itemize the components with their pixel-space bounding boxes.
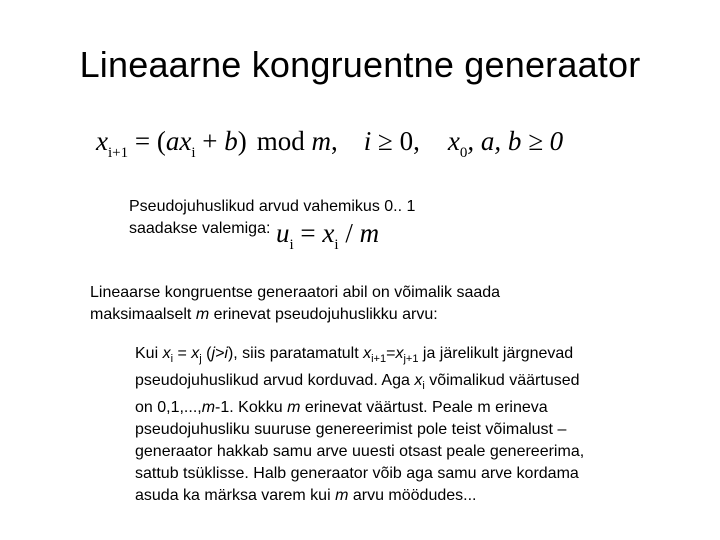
italic-m: m: [201, 399, 216, 416]
normalization-formula: [276, 218, 379, 254]
text-line: Pseudojuhuslikud arvud vahemikus 0.. 1: [129, 198, 416, 215]
formula-var: u: [276, 218, 290, 248]
formula-var: , a, b ≥ 0: [467, 126, 564, 156]
max-values-text: [90, 282, 500, 326]
formula-mod: mod: [256, 126, 305, 156]
text-span: erinevat väärtust. Peale m erineva: [300, 399, 548, 416]
text-span: ja järelikult järgnevad: [418, 345, 574, 362]
text-line: [135, 485, 695, 507]
subscript: i+1: [371, 353, 387, 365]
formula-var: m: [359, 218, 380, 248]
formula-sub: i: [191, 145, 196, 161]
cycle-explanation: [135, 343, 695, 507]
formula-var: x: [447, 126, 460, 156]
formula-var: x: [322, 218, 335, 248]
text-span: Kui: [135, 345, 163, 362]
italic-var: x: [363, 345, 372, 362]
subscript: j: [199, 353, 202, 365]
text-span: =: [173, 345, 192, 362]
subscript: i: [422, 380, 425, 392]
formula-sym: =: [134, 126, 151, 156]
text-line: [135, 397, 695, 419]
formula-var: x: [179, 126, 192, 156]
formula-var: i: [363, 126, 372, 156]
subscript: j+1: [403, 353, 419, 365]
text-span: maksimaalselt: [90, 306, 196, 323]
text-line: [135, 343, 695, 370]
text-span: ), siis paratamatult: [227, 345, 364, 362]
italic-var: j>i: [211, 345, 228, 362]
formula-var: b: [224, 126, 238, 156]
formula-sym: ): [237, 126, 247, 156]
text-span: pseudojuhuslikud arvud korduvad. Aga: [135, 372, 415, 389]
formula-sym: /: [345, 218, 353, 248]
formula-sub: i: [289, 237, 294, 253]
text-line: Lineaarse kongruentse generaatori abil on võimalik saada: [90, 284, 501, 301]
recurrence-formula: [96, 126, 563, 162]
formula-sub: i+1: [107, 145, 129, 161]
text-line: saadakse valemiga:: [129, 220, 271, 237]
formula-sym: =: [300, 218, 316, 248]
italic-m: m: [195, 306, 210, 323]
text-span: erinevat pseudojuhuslikku arvu:: [209, 306, 438, 323]
text-span: võimalikud väärtused: [424, 372, 580, 389]
text-line: generaator hakkab samu arve uuesti otsast peale genereerima,: [135, 443, 585, 460]
formula-sub: 0: [459, 145, 468, 161]
text-line: sattub tsüklisse. Halb generaator võib aga samu arve kordama: [135, 465, 579, 482]
text-span: on 0,1,...,: [135, 399, 202, 416]
text-span: -1. Kokku: [215, 399, 288, 416]
formula-var: a: [165, 126, 180, 156]
formula-var: x: [96, 126, 108, 156]
italic-var: x: [191, 345, 200, 362]
text-span: asuda ka märksa varem kui: [135, 487, 336, 504]
italic-var: x: [414, 372, 423, 389]
text-span: (: [201, 345, 212, 362]
italic-var: x: [162, 345, 171, 362]
italic-var: x: [395, 345, 404, 362]
formula-sub: i: [334, 237, 339, 253]
text-line: [90, 304, 500, 326]
formula-var: m: [311, 126, 332, 156]
formula-sym: +: [202, 126, 218, 156]
text-line: [135, 370, 695, 397]
formula-sym: ≥ 0,: [378, 126, 420, 156]
text-line: pseudojuhusliku suuruse genereerimist pole teist võimalust –: [135, 421, 567, 438]
text-span: arvu möödudes...: [348, 487, 477, 504]
slide-title: Lineaarne kongruentne generaator: [79, 44, 641, 85]
subscript: i: [170, 353, 174, 365]
italic-m: m: [335, 487, 349, 504]
italic-m: m: [287, 399, 301, 416]
formula-sym: ,: [331, 126, 338, 156]
text-span: =: [386, 345, 396, 362]
formula-sym: (: [156, 126, 166, 156]
